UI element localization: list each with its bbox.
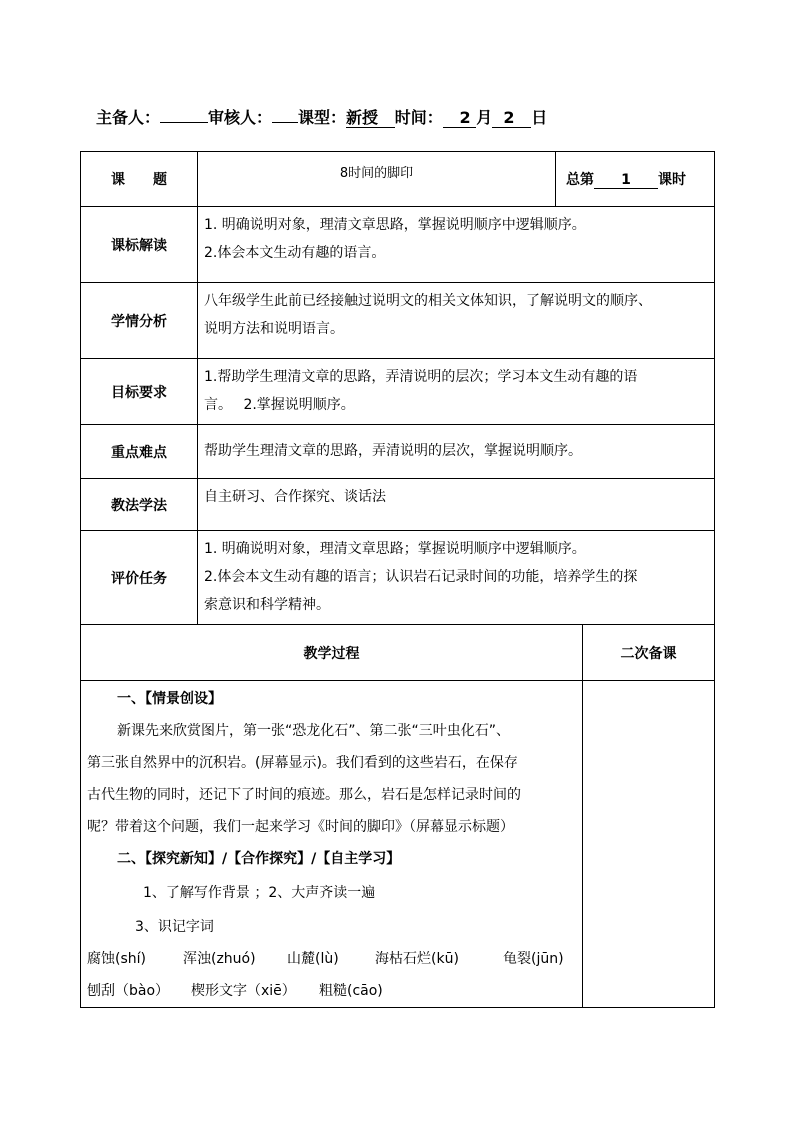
row-line: 2.体会本文生动有趣的语言。 [204,245,386,261]
row-content [198,207,715,283]
row-label: 目标要求 [81,359,198,425]
vocab-item: 腐蚀(shí) [87,951,146,967]
day-value: 2 [492,108,531,128]
step-1: 1、了解写作背景 ；2、大声齐读一遍 [143,885,376,901]
vocab-item: 山麓(lù) [287,951,339,967]
total-lesson-cell [556,152,715,207]
reviewer-label: 审核人： [208,108,273,127]
row-label: 评价任务 [81,531,198,625]
process-content-row [81,681,715,1008]
teaching-process-header: 教学过程 [81,625,583,681]
row-line: 言。 2.掌握说明顺序。 [204,397,355,413]
row-evaluation [81,531,715,625]
row-content [198,283,715,359]
row-line: 帮助学生理清文章的思路，弄清说明的层次，掌握说明顺序。 [204,443,582,459]
row-curriculum [81,207,715,283]
section2-title: 二、【探究新知】/【合作探究】/【自主学习】 [117,851,401,867]
preparer-blank [160,104,208,123]
vocab-item: 海枯石烂(kū) [375,951,459,967]
row-line: 说明方法和说明语言。 [204,321,344,337]
process-header-row [81,625,715,681]
teaching-process-content [81,681,583,1008]
vocab-item: 刨刮（bào） [87,983,170,999]
section1-line: 古代生物的同时，还记下了时间的痕迹。那么，岩石是怎样记录时间的 [87,787,521,803]
lesson-plan-table [80,151,715,1008]
time-label: 时间： [394,108,443,127]
row-label: 学情分析 [81,283,198,359]
type-value: 新授 [346,108,395,128]
section1-line: 新课先来欣赏图片，第一张“恐龙化石”、第二张“三叶虫化石”、 [117,723,511,739]
row-line: 索意识和科学精神。 [204,597,330,613]
row-line: 自主研习、合作探究、谈话法 [204,489,386,505]
vocab-row-1 [87,943,576,975]
step-3: 3、识记字词 [135,919,214,935]
section1-title: 一、【情景创设】 [117,691,222,707]
section1-line: 第三张自然界中的沉积岩。(屏幕显示)。我们看到的这些岩石，在保存 [87,755,518,771]
row-objectives [81,359,715,425]
vocab-item: 楔形文字（xiē） [191,983,296,999]
section1-line: 呢？带着这个问题，我们一起来学习《时间的脚印》（屏幕显示标题） [87,819,514,835]
second-prep-content [583,681,715,1008]
row-line: 2.体会本文生动有趣的语言；认识岩石记录时间的功能，培养学生的探 [204,569,638,585]
row-line: 1. 明确说明对象，理清文章思路，掌握说明顺序中逻辑顺序。 [204,217,586,233]
topic-row [81,152,715,207]
reviewer-blank [272,104,298,123]
row-label: 课标解读 [81,207,198,283]
row-content [198,425,715,479]
vocab-item: 龟裂(jūn) [503,951,564,967]
topic-value: 8时间的脚印 [198,152,556,207]
row-line: 1. 明确说明对象，理清文章思路；掌握说明顺序中逻辑顺序。 [204,541,586,557]
second-prep-header: 二次备课 [583,625,715,681]
day-unit: 日 [531,108,548,127]
vocab-item: 粗糙(cāo) [319,983,383,999]
row-content [198,531,715,625]
row-line: 八年级学生此前已经接触过说明文的相关文体知识，了解说明文的顺序、 [204,293,652,309]
row-label: 重点难点 [81,425,198,479]
total-unit: 课时 [658,172,686,188]
vocab-item: 浑浊(zhuó) [183,951,256,967]
month-unit: 月 [476,108,493,127]
document-header [96,104,547,128]
preparer-label: 主备人： [96,108,161,127]
type-label: 课型： [298,108,347,127]
month-value: 2 [443,108,476,128]
row-line: 1.帮助学生理清文章的思路，弄清说明的层次；学习本文生动有趣的语 [204,369,638,385]
total-value: 1 [594,172,658,189]
row-content [198,359,715,425]
row-methods [81,479,715,531]
row-student-analysis [81,283,715,359]
total-label: 总第 [566,172,594,188]
row-key-points [81,425,715,479]
vocab-row-2 [87,975,576,1007]
row-label: 教法学法 [81,479,198,531]
row-content [198,479,715,531]
topic-label: 课 题 [81,152,198,207]
